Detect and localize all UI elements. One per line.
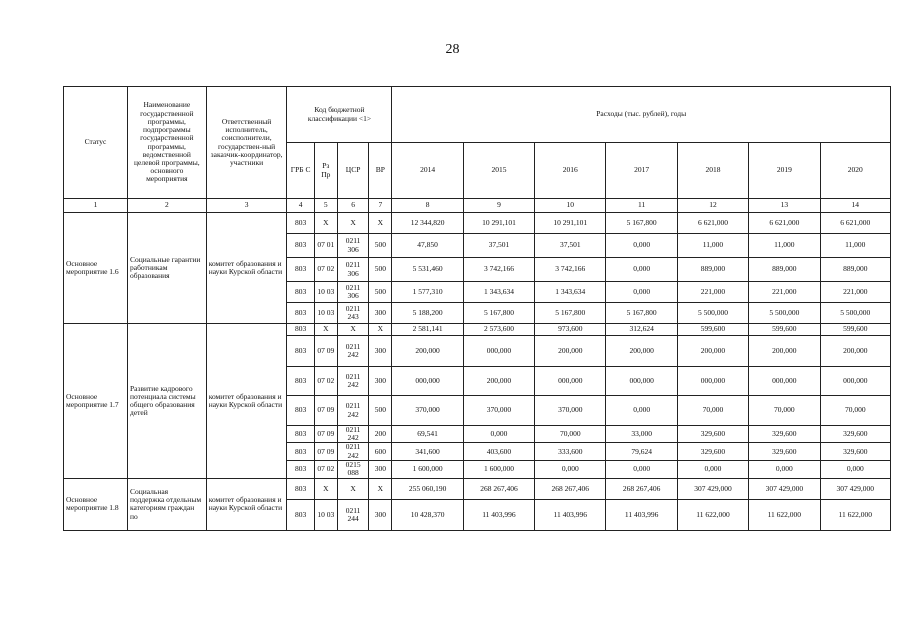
column-number: 8 xyxy=(392,199,463,213)
cell-value-2018: 6 621,000 xyxy=(677,213,748,234)
cell-rzpr: 07 01 xyxy=(314,234,337,258)
cell-rzpr: 10 03 xyxy=(314,303,337,324)
cell-value-2020: 329,600 xyxy=(820,426,891,443)
cell-value-2020: 599,600 xyxy=(820,324,891,336)
cell-rzpr: 07 09 xyxy=(314,426,337,443)
cell-value-2016: 000,000 xyxy=(535,367,606,396)
cell-value-2015: 0,000 xyxy=(463,426,534,443)
cell-value-2018: 889,000 xyxy=(677,258,748,282)
cell-value-2018: 307 429,000 xyxy=(677,478,748,499)
table-body xyxy=(64,213,891,531)
cell-rzpr: 07 02 xyxy=(314,367,337,396)
cell-rzpr: 07 09 xyxy=(314,443,337,460)
cell-value-2015: 268 267,406 xyxy=(463,478,534,499)
cell-value-2016: 11 403,996 xyxy=(535,499,606,530)
cell-grbs: 803 xyxy=(287,460,314,478)
cell-value-2017: 0,000 xyxy=(606,258,677,282)
cell-vr: 600 xyxy=(369,443,392,460)
cell-value-2017: 5 167,800 xyxy=(606,213,677,234)
column-number: 2 xyxy=(128,199,207,213)
cell-value-2017: 000,000 xyxy=(606,367,677,396)
header-year: 2015 xyxy=(463,143,534,199)
cell-grbs: 803 xyxy=(287,234,314,258)
cell-value-2015: 3 742,166 xyxy=(463,258,534,282)
cell-value-2018: 329,600 xyxy=(677,426,748,443)
cell-vr: 300 xyxy=(369,367,392,396)
cell-value-2014: 000,000 xyxy=(392,367,463,396)
cell-value-2018: 0,000 xyxy=(677,460,748,478)
cell-value-2020: 6 621,000 xyxy=(820,213,891,234)
cell-value-2014: 2 581,141 xyxy=(392,324,463,336)
column-number: 3 xyxy=(206,199,287,213)
column-number: 11 xyxy=(606,199,677,213)
cell-value-2016: 370,000 xyxy=(535,396,606,426)
cell-value-2020: 000,000 xyxy=(820,367,891,396)
cell-value-2016: 70,000 xyxy=(535,426,606,443)
column-number: 13 xyxy=(749,199,820,213)
cell-vr: X xyxy=(369,478,392,499)
header-code-group: Код бюджетной классификации <1> xyxy=(287,87,392,143)
group-status: Основное мероприятие 1.8 xyxy=(64,478,128,530)
cell-vr: 300 xyxy=(369,303,392,324)
header-year: 2019 xyxy=(749,143,820,199)
cell-value-2014: 69,541 xyxy=(392,426,463,443)
cell-vr: 300 xyxy=(369,336,392,367)
page-number: 28 xyxy=(445,42,460,57)
column-number: 9 xyxy=(463,199,534,213)
cell-value-2014: 341,600 xyxy=(392,443,463,460)
cell-csr: 0211 242 xyxy=(337,396,368,426)
header-year: 2017 xyxy=(606,143,677,199)
cell-value-2014: 5 531,460 xyxy=(392,258,463,282)
cell-value-2017: 0,000 xyxy=(606,234,677,258)
cell-value-2016: 973,600 xyxy=(535,324,606,336)
column-number: 10 xyxy=(535,199,606,213)
cell-value-2019: 599,600 xyxy=(749,324,820,336)
cell-rzpr: 07 02 xyxy=(314,460,337,478)
cell-vr: 200 xyxy=(369,426,392,443)
cell-value-2019: 200,000 xyxy=(749,336,820,367)
cell-value-2014: 10 428,370 xyxy=(392,499,463,530)
header-year: 2016 xyxy=(535,143,606,199)
cell-rzpr: X xyxy=(314,213,337,234)
cell-value-2016: 0,000 xyxy=(535,460,606,478)
cell-grbs: 803 xyxy=(287,367,314,396)
cell-value-2020: 5 500,000 xyxy=(820,303,891,324)
cell-grbs: 803 xyxy=(287,443,314,460)
cell-value-2015: 200,000 xyxy=(463,367,534,396)
cell-vr: X xyxy=(369,213,392,234)
cell-value-2018: 599,600 xyxy=(677,324,748,336)
cell-value-2016: 333,600 xyxy=(535,443,606,460)
cell-value-2016: 37,501 xyxy=(535,234,606,258)
cell-value-2018: 5 500,000 xyxy=(677,303,748,324)
cell-value-2018: 11 622,000 xyxy=(677,499,748,530)
cell-grbs: 803 xyxy=(287,499,314,530)
cell-value-2014: 1 600,000 xyxy=(392,460,463,478)
header-status: Статус xyxy=(64,87,128,199)
cell-value-2018: 329,600 xyxy=(677,443,748,460)
column-number: 5 xyxy=(314,199,337,213)
cell-csr: 0211 306 xyxy=(337,258,368,282)
group-executor: комитет образования и науки Курской области xyxy=(206,324,287,479)
cell-value-2014: 255 060,190 xyxy=(392,478,463,499)
header-year: 2018 xyxy=(677,143,748,199)
header-vr: ВР xyxy=(369,143,392,199)
table-row xyxy=(64,324,891,336)
cell-rzpr: X xyxy=(314,324,337,336)
cell-value-2019: 221,000 xyxy=(749,282,820,303)
table-row xyxy=(64,213,891,234)
cell-value-2015: 11 403,996 xyxy=(463,499,534,530)
cell-value-2017: 268 267,406 xyxy=(606,478,677,499)
cell-csr: X xyxy=(337,213,368,234)
cell-csr: X xyxy=(337,478,368,499)
cell-csr: 0211 242 xyxy=(337,336,368,367)
cell-csr: 0211 242 xyxy=(337,367,368,396)
cell-grbs: 803 xyxy=(287,336,314,367)
group-executor: комитет образования и науки Курской области xyxy=(206,213,287,324)
cell-value-2019: 11,000 xyxy=(749,234,820,258)
cell-value-2020: 11 622,000 xyxy=(820,499,891,530)
column-numbers-row xyxy=(64,199,891,213)
cell-value-2014: 5 188,200 xyxy=(392,303,463,324)
cell-value-2014: 200,000 xyxy=(392,336,463,367)
header-rzpr: Рз Пр xyxy=(314,143,337,199)
cell-csr: 0211 306 xyxy=(337,282,368,303)
cell-value-2016: 3 742,166 xyxy=(535,258,606,282)
cell-value-2017: 33,000 xyxy=(606,426,677,443)
cell-value-2019: 889,000 xyxy=(749,258,820,282)
cell-value-2020: 0,000 xyxy=(820,460,891,478)
cell-value-2014: 47,850 xyxy=(392,234,463,258)
cell-value-2016: 268 267,406 xyxy=(535,478,606,499)
cell-value-2019: 11 622,000 xyxy=(749,499,820,530)
cell-value-2015: 37,501 xyxy=(463,234,534,258)
header-year: 2020 xyxy=(820,143,891,199)
cell-value-2020: 200,000 xyxy=(820,336,891,367)
cell-value-2016: 5 167,800 xyxy=(535,303,606,324)
cell-csr: 0211 306 xyxy=(337,234,368,258)
header-year: 2014 xyxy=(392,143,463,199)
cell-value-2019: 70,000 xyxy=(749,396,820,426)
group-executor: комитет образования и науки Курской области xyxy=(206,478,287,530)
group-status: Основное мероприятие 1.7 xyxy=(64,324,128,479)
header-grbs: ГРБ С xyxy=(287,143,314,199)
cell-value-2015: 5 167,800 xyxy=(463,303,534,324)
cell-value-2015: 000,000 xyxy=(463,336,534,367)
cell-grbs: 803 xyxy=(287,258,314,282)
cell-value-2015: 1 343,634 xyxy=(463,282,534,303)
column-number: 14 xyxy=(820,199,891,213)
group-name: Социальные гарантии работникам образования xyxy=(128,213,207,324)
cell-value-2016: 10 291,101 xyxy=(535,213,606,234)
cell-vr: 500 xyxy=(369,396,392,426)
column-number: 1 xyxy=(64,199,128,213)
cell-grbs: 803 xyxy=(287,426,314,443)
cell-value-2018: 70,000 xyxy=(677,396,748,426)
cell-value-2014: 370,000 xyxy=(392,396,463,426)
cell-value-2020: 307 429,000 xyxy=(820,478,891,499)
cell-value-2020: 221,000 xyxy=(820,282,891,303)
header-executor: Ответственный исполнитель, соисполнители, государствен-ный заказчик-координатор, участники xyxy=(206,87,287,199)
cell-value-2017: 0,000 xyxy=(606,282,677,303)
column-number: 4 xyxy=(287,199,314,213)
cell-grbs: 803 xyxy=(287,282,314,303)
cell-value-2015: 403,600 xyxy=(463,443,534,460)
cell-rzpr: 10 03 xyxy=(314,282,337,303)
cell-grbs: 803 xyxy=(287,213,314,234)
header-csr: ЦСР xyxy=(337,143,368,199)
cell-vr: 300 xyxy=(369,499,392,530)
header-expenses-group: Расходы (тыс. рублей), годы xyxy=(392,87,891,143)
cell-csr: 0211 242 xyxy=(337,443,368,460)
cell-value-2018: 200,000 xyxy=(677,336,748,367)
cell-value-2019: 307 429,000 xyxy=(749,478,820,499)
cell-value-2020: 329,600 xyxy=(820,443,891,460)
cell-value-2019: 0,000 xyxy=(749,460,820,478)
cell-grbs: 803 xyxy=(287,396,314,426)
cell-value-2017: 200,000 xyxy=(606,336,677,367)
cell-value-2018: 11,000 xyxy=(677,234,748,258)
cell-value-2016: 1 343,634 xyxy=(535,282,606,303)
cell-value-2017: 0,000 xyxy=(606,396,677,426)
cell-csr: 0215 088 xyxy=(337,460,368,478)
cell-value-2019: 6 621,000 xyxy=(749,213,820,234)
cell-value-2019: 000,000 xyxy=(749,367,820,396)
cell-rzpr: 07 09 xyxy=(314,396,337,426)
cell-value-2017: 5 167,800 xyxy=(606,303,677,324)
cell-value-2015: 10 291,101 xyxy=(463,213,534,234)
cell-rzpr: X xyxy=(314,478,337,499)
cell-value-2017: 312,624 xyxy=(606,324,677,336)
cell-value-2016: 200,000 xyxy=(535,336,606,367)
cell-value-2019: 329,600 xyxy=(749,443,820,460)
header-name: Наименование государственной программы, подпрограммы государственной программы, ведомственной целевой программы, основного мероприятия xyxy=(128,87,207,199)
cell-value-2018: 000,000 xyxy=(677,367,748,396)
cell-grbs: 803 xyxy=(287,478,314,499)
cell-value-2015: 1 600,000 xyxy=(463,460,534,478)
cell-value-2017: 79,624 xyxy=(606,443,677,460)
cell-value-2014: 1 577,310 xyxy=(392,282,463,303)
cell-csr: 0211 244 xyxy=(337,499,368,530)
cell-value-2015: 2 573,600 xyxy=(463,324,534,336)
cell-grbs: 803 xyxy=(287,303,314,324)
group-status: Основное мероприятие 1.6 xyxy=(64,213,128,324)
cell-value-2020: 889,000 xyxy=(820,258,891,282)
cell-value-2020: 70,000 xyxy=(820,396,891,426)
column-number: 7 xyxy=(369,199,392,213)
cell-csr: 0211 243 xyxy=(337,303,368,324)
cell-vr: 500 xyxy=(369,234,392,258)
cell-vr: 500 xyxy=(369,258,392,282)
cell-rzpr: 10 03 xyxy=(314,499,337,530)
column-number: 6 xyxy=(337,199,368,213)
cell-vr: 500 xyxy=(369,282,392,303)
cell-value-2017: 0,000 xyxy=(606,460,677,478)
cell-vr: 300 xyxy=(369,460,392,478)
cell-rzpr: 07 09 xyxy=(314,336,337,367)
cell-value-2015: 370,000 xyxy=(463,396,534,426)
cell-rzpr: 07 02 xyxy=(314,258,337,282)
column-number: 12 xyxy=(677,199,748,213)
header-row-top xyxy=(64,87,891,143)
cell-grbs: 803 xyxy=(287,324,314,336)
group-name: Социальная поддержка отдельным категориям граждан по xyxy=(128,478,207,530)
cell-value-2019: 329,600 xyxy=(749,426,820,443)
cell-value-2017: 11 403,996 xyxy=(606,499,677,530)
cell-value-2019: 5 500,000 xyxy=(749,303,820,324)
cell-value-2018: 221,000 xyxy=(677,282,748,303)
budget-table xyxy=(63,86,891,531)
cell-vr: X xyxy=(369,324,392,336)
cell-csr: 0211 242 xyxy=(337,426,368,443)
cell-csr: X xyxy=(337,324,368,336)
cell-value-2014: 12 344,820 xyxy=(392,213,463,234)
cell-value-2020: 11,000 xyxy=(820,234,891,258)
table-row xyxy=(64,478,891,499)
group-name: Развитие кадрового потенциала системы общего образования детей xyxy=(128,324,207,479)
